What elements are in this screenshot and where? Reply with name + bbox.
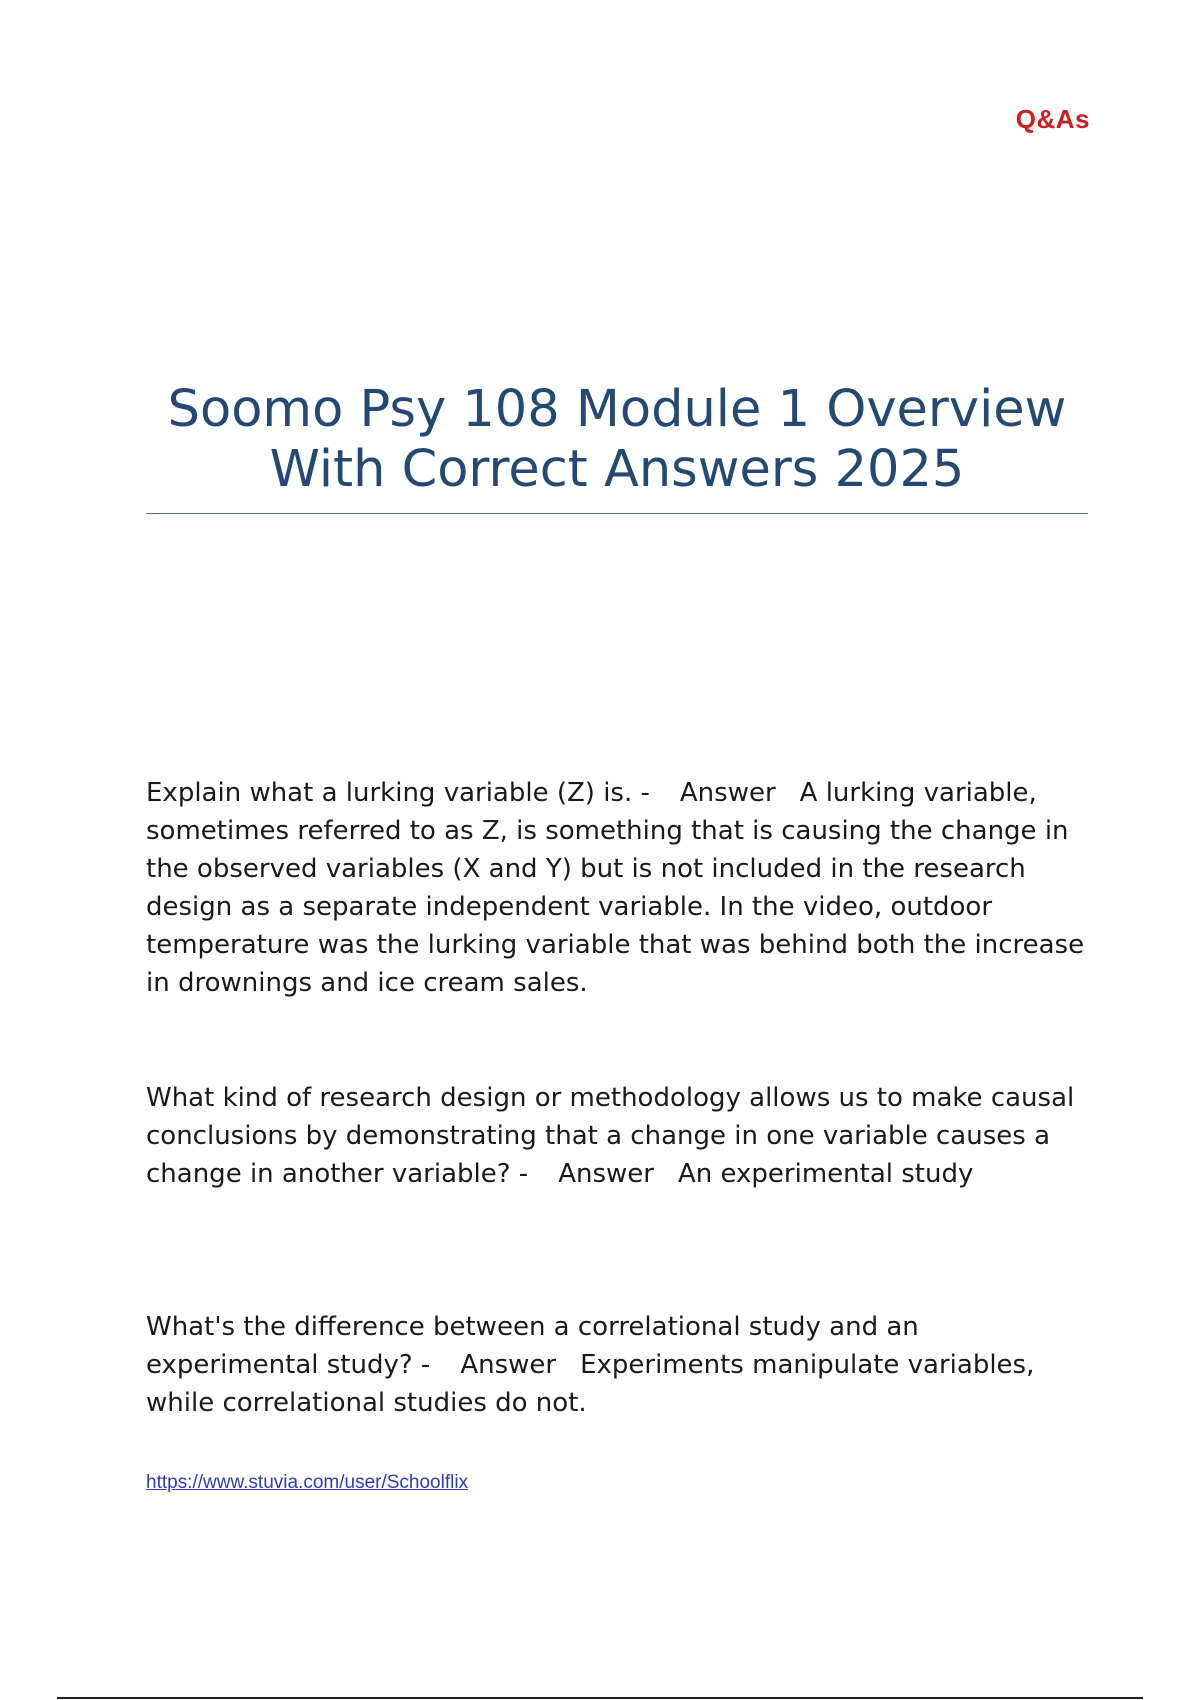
document-title <box>146 380 1088 500</box>
footer-rule <box>57 1697 1143 1699</box>
question-text: What kind of research design or methodology allows us to make causal conclusions by demonstrating that a change in one variable causes a change in another variable? - <box>146 1083 1075 1189</box>
qa-item-correlational-vs-experimental <box>146 1308 1091 1422</box>
answer-text: A lurking variable, sometimes referred to as Z, is something that is causing the change in the observed variables (X and Y) but is not included in the research design as a separate independent variable. In the video, outdoor temperature was the lurking variable that was behind both the increase in drownings and ice cream sales. <box>146 778 1085 998</box>
document-tag: Q&As <box>1015 104 1090 134</box>
title-underline <box>146 513 1088 514</box>
source-link[interactable]: https://www.stuvia.com/user/Schoolflix <box>146 1472 469 1493</box>
title-line-2: With Correct Answers 2025 <box>269 440 965 499</box>
answer-text: An experimental study <box>677 1159 974 1189</box>
question-text: Explain what a lurking variable (Z) is. - <box>146 778 650 808</box>
answer-label: Answer <box>679 778 776 808</box>
qa-item-lurking-variable <box>146 774 1091 1002</box>
question-text: What's the difference between a correlational study and an experimental study? - <box>146 1312 919 1380</box>
answer-label: Answer <box>558 1159 654 1189</box>
qa-item-research-design <box>146 1079 1091 1193</box>
answer-label: Answer <box>460 1350 557 1380</box>
answer-text: Experiments manipulate variables, while correlational studies do not. <box>146 1350 1035 1418</box>
title-line-1: Soomo Psy 108 Module 1 Overview <box>167 380 1067 439</box>
